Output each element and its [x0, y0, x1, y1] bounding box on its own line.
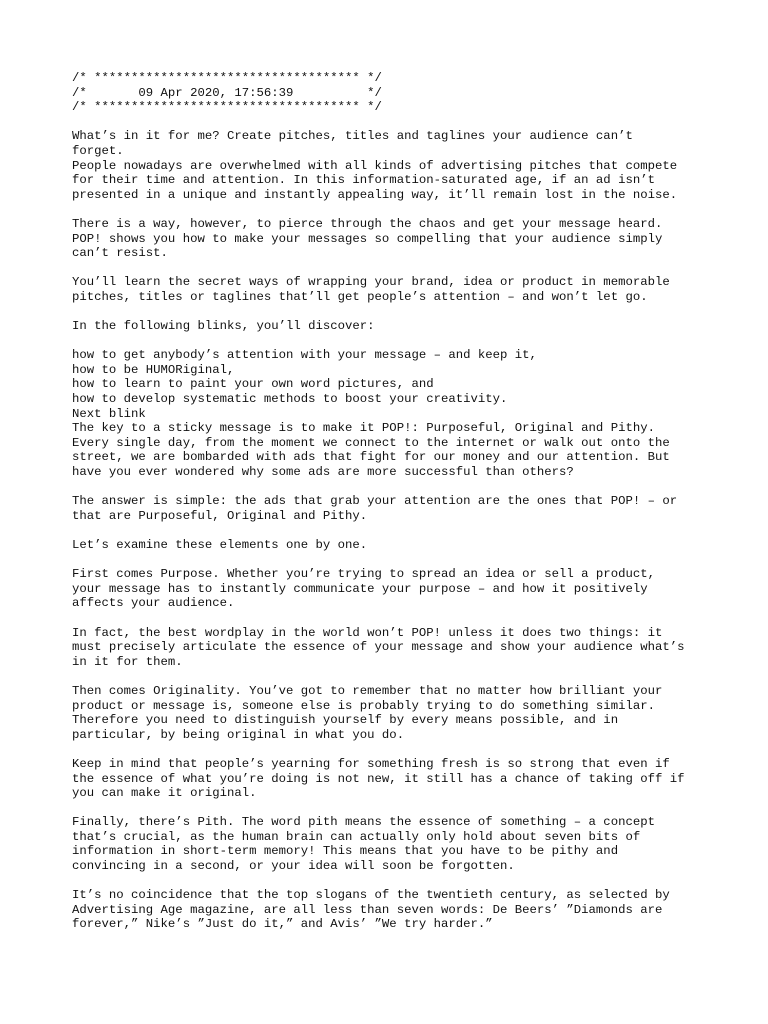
- list-item: how to learn to paint your own word pictures, and: [72, 377, 434, 392]
- text-line: Let’s examine these elements one by one.: [72, 538, 368, 552]
- text-line: you can make it original.: [72, 786, 257, 801]
- text-line: Keep in mind that people’s yearning for something fresh is so strong that even if: [72, 756, 670, 771]
- blank-line: [72, 523, 732, 538]
- text-line: affects your audience.: [72, 596, 235, 611]
- document-page: [72, 71, 732, 932]
- text-line: must precisely articulate the essence of your message and show your audience what’s: [72, 640, 685, 655]
- blank-line: [72, 801, 732, 816]
- blank-line: [72, 202, 732, 217]
- text-line: Finally, there’s Pith. The word pith means the essence of something – a concept: [72, 815, 655, 830]
- text-line: Therefore you need to distinguish yourself by every means possible, and in: [72, 713, 619, 728]
- text-line: What’s in it for me? Create pitches, titles and taglines your audience can’t: [72, 129, 633, 144]
- text-line: that are Purposeful, Original and Pithy.: [72, 508, 368, 523]
- text-line: First comes Purpose. Whether you’re trying to spread an idea or sell a product,: [72, 567, 655, 582]
- text-line: street, we are bombarded with ads that fight for our money and our attention. But: [72, 450, 670, 465]
- list-item: how to develop systematic methods to boost your creativity.: [72, 392, 508, 407]
- text-line: have you ever wondered why some ads are more successful than others?: [72, 465, 574, 480]
- text-line: particular, by being original in what you do.: [72, 727, 405, 742]
- text-line: POP! shows you how to make your messages so compelling that your audience simply: [72, 231, 663, 246]
- blank-line: [72, 611, 732, 626]
- text-line: The key to a sticky message is to make it POP!: Purposeful, Original and Pithy.: [72, 421, 655, 436]
- blank-line: [72, 480, 732, 495]
- text-line: forget.: [72, 143, 124, 158]
- text-line: that’s crucial, as the human brain can actually only hold about seven bits of: [72, 829, 641, 844]
- text-line: can’t resist.: [72, 246, 168, 261]
- text-line: for their time and attention. In this information-saturated age, if an ad isn’t: [72, 173, 655, 188]
- text-line: People nowadays are overwhelmed with all kinds of advertising pitches that compete: [72, 158, 678, 173]
- blank-line: [72, 553, 732, 568]
- blank-line: [72, 261, 732, 276]
- text-line: In fact, the best wordplay in the world won’t POP! unless it does two things: it: [72, 625, 663, 640]
- blank-line: [72, 874, 732, 889]
- text-line: the essence of what you’re doing is not new, it still has a chance of taking off if: [72, 771, 685, 786]
- text-line: convincing in a second, or your idea will soon be forgotten.: [72, 859, 515, 874]
- text-line: There is a way, however, to pierce through the chaos and get your message heard.: [72, 216, 663, 231]
- text-line: product or message is, someone else is probably trying to do something similar.: [72, 698, 655, 713]
- header-timestamp: /* 09 Apr 2020, 17:56:39 */: [72, 85, 382, 100]
- text-line: presented in a unique and instantly appealing way, it’ll remain lost in the noise.: [72, 187, 678, 202]
- text-line: It’s no coincidence that the top slogans of the twentieth century, as selected by: [72, 888, 670, 903]
- blank-line: [72, 115, 732, 130]
- list-item: how to be HUMORiginal,: [72, 362, 235, 377]
- blank-line: [72, 742, 732, 757]
- text-line: In the following blinks, you’ll discover:: [72, 319, 375, 334]
- text-line: information in short-term memory! This means that you have to be pithy and: [72, 844, 619, 859]
- header-border-top: /* ************************************ */: [72, 71, 382, 85]
- text-line: pitches, titles or taglines that’ll get people’s attention – and won’t let go.: [72, 289, 648, 304]
- text-line: Every single day, from the moment we connect to the internet or walk out onto the: [72, 435, 670, 450]
- text-line: The answer is simple: the ads that grab your attention are the ones that POP! – or: [72, 494, 678, 509]
- text-line: in it for them.: [72, 654, 183, 669]
- text-line: Advertising Age magazine, are all less than seven words: De Beers’ ”Diamonds are: [72, 902, 663, 917]
- text-line: You’ll learn the secret ways of wrapping your brand, idea or product in memorable: [72, 275, 670, 290]
- header-border-bottom: /* ************************************ */: [72, 100, 382, 115]
- text-line: forever,” Nike’s ”Just do it,” and Avis’ ”We try harder.”: [72, 917, 493, 932]
- next-blink-label: Next blink: [72, 406, 146, 421]
- blank-line: [72, 305, 732, 320]
- list-item: how to get anybody’s attention with your message – and keep it,: [72, 348, 537, 363]
- text-line: your message has to instantly communicate your purpose – and how it positively: [72, 581, 648, 596]
- blank-line: [72, 334, 732, 349]
- blank-line: [72, 669, 732, 684]
- text-line: Then comes Originality. You’ve got to remember that no matter how brilliant your: [72, 683, 663, 698]
